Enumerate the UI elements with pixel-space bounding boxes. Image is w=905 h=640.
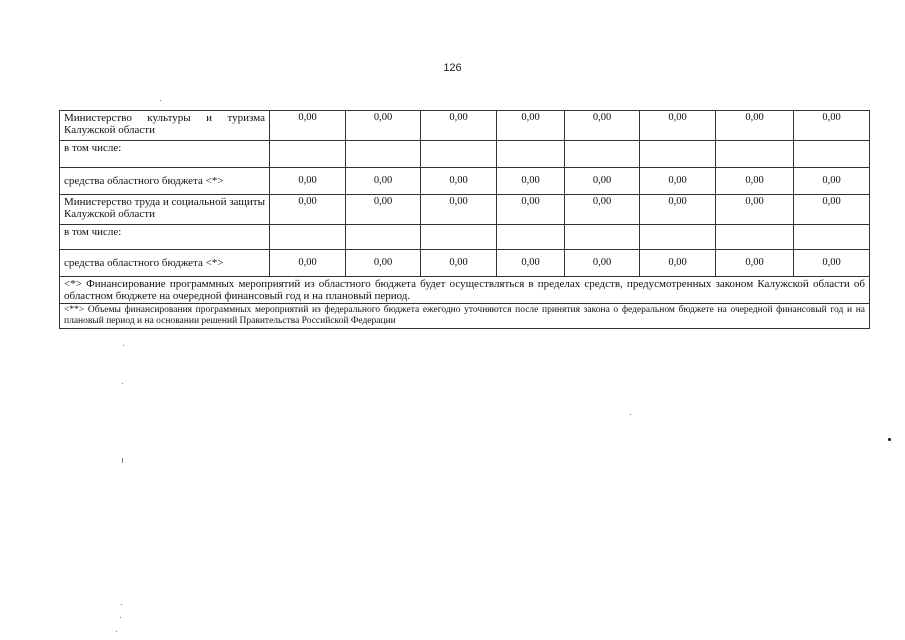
table-cell	[794, 141, 870, 168]
table-cell	[640, 225, 716, 250]
row-label: в том числе:	[60, 141, 270, 168]
table-cell	[421, 225, 497, 250]
table-cell: 0,00	[421, 111, 497, 141]
budget-table	[59, 110, 870, 329]
table-cell: 0,00	[270, 111, 346, 141]
scan-speck	[122, 383, 123, 384]
table-cell	[794, 225, 870, 250]
table-cell: 0,00	[421, 195, 497, 225]
table-cell: 0,00	[716, 111, 794, 141]
table-cell: 0,00	[716, 250, 794, 277]
table-cell: 0,00	[640, 250, 716, 277]
table-row	[60, 195, 870, 225]
table-cell: 0,00	[497, 195, 565, 225]
table-cell	[497, 141, 565, 168]
table-cell: 0,00	[497, 168, 565, 195]
scan-speck	[630, 414, 631, 415]
table-cell: 0,00	[270, 195, 346, 225]
table-cell: 0,00	[565, 111, 640, 141]
row-label: Министерство труда и социальной защиты Калужской области	[60, 195, 270, 225]
footnote-regional-budget: <*> Финансирование программных мероприятий из областного бюджета будет осуществляться в пределах средств, предусмотренных законом Калужской области об областном бюджете на очередной финансовый год и на плановый период.	[60, 277, 870, 304]
scan-speck	[122, 458, 123, 463]
table-row	[60, 250, 870, 277]
row-label: средства областного бюджета <*>	[60, 250, 270, 277]
table-cell: 0,00	[421, 168, 497, 195]
table-cell: 0,00	[497, 111, 565, 141]
scan-speck	[123, 345, 124, 346]
scan-speck	[888, 438, 891, 441]
table-row	[60, 141, 870, 168]
table-cell	[640, 141, 716, 168]
row-label: в том числе:	[60, 225, 270, 250]
table-cell	[716, 141, 794, 168]
scan-speck	[160, 100, 161, 101]
table-row	[60, 225, 870, 250]
scan-speck	[120, 617, 121, 618]
table-cell	[565, 225, 640, 250]
table-cell	[270, 141, 346, 168]
table-cell	[716, 225, 794, 250]
table-row	[60, 168, 870, 195]
table-cell: 0,00	[270, 250, 346, 277]
table-cell: 0,00	[640, 111, 716, 141]
page-number: 126	[443, 62, 462, 74]
table-row	[60, 111, 870, 141]
row-label: средства областного бюджета <*>	[60, 168, 270, 195]
table-cell: 0,00	[640, 168, 716, 195]
table-cell: 0,00	[565, 168, 640, 195]
table-cell: 0,00	[794, 195, 870, 225]
table-cell	[421, 141, 497, 168]
row-label: Министерство культуры и туризма Калужской области	[60, 111, 270, 141]
table-cell: 0,00	[565, 250, 640, 277]
table-cell: 0,00	[346, 250, 421, 277]
table-cell: 0,00	[270, 168, 346, 195]
table-cell: 0,00	[794, 250, 870, 277]
table-cell: 0,00	[716, 195, 794, 225]
table-cell	[497, 225, 565, 250]
table-cell: 0,00	[794, 111, 870, 141]
table-cell	[270, 225, 346, 250]
table-body	[60, 111, 870, 329]
table-cell	[565, 141, 640, 168]
table-cell	[346, 141, 421, 168]
table-cell: 0,00	[794, 168, 870, 195]
table-cell: 0,00	[497, 250, 565, 277]
table-cell: 0,00	[421, 250, 497, 277]
footnote-row	[60, 277, 870, 304]
footnote-federal-budget: <**> Объемы финансирования программных мероприятий из федерального бюджета ежегодно уточняются после принятия закона о федеральном бюджете на очередной финансовый год и на плановый период и на основании решений Правительства Российской Федерации	[60, 304, 870, 329]
table-cell: 0,00	[346, 168, 421, 195]
table-cell: 0,00	[346, 195, 421, 225]
table-cell: 0,00	[640, 195, 716, 225]
table-cell: 0,00	[346, 111, 421, 141]
footnote-row	[60, 304, 870, 329]
table-cell	[346, 225, 421, 250]
scan-speck	[121, 604, 122, 605]
scan-speck	[116, 631, 117, 632]
table-cell: 0,00	[565, 195, 640, 225]
table-cell: 0,00	[716, 168, 794, 195]
